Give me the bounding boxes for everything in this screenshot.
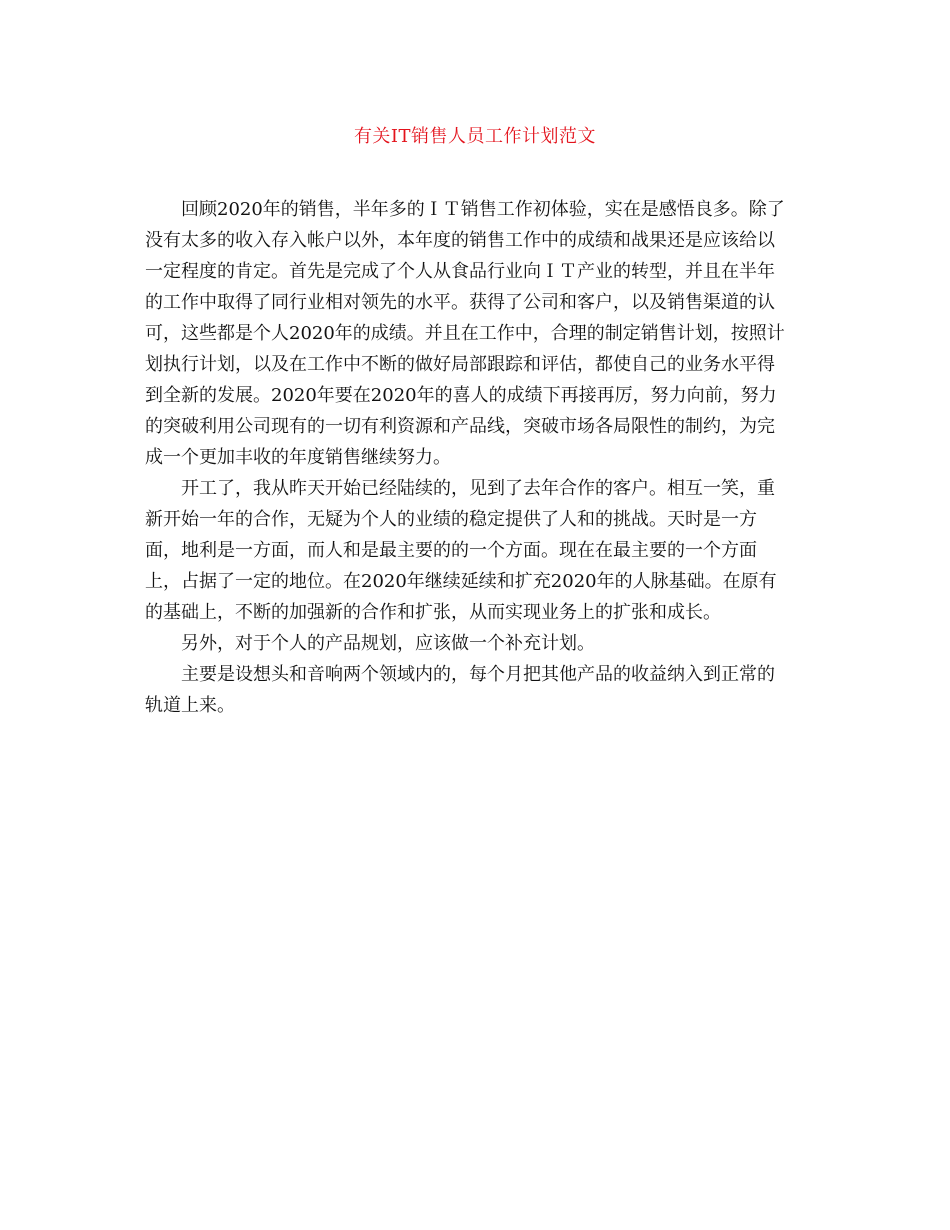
- text-line: 成一个更加丰收的年度销售继续努力。: [145, 447, 451, 468]
- text-line: 回顾2020年的销售，半年多的ＩＴ销售工作初体验，实在是感悟良多。除了: [181, 199, 785, 220]
- text-line: 轨道上来。: [145, 695, 235, 716]
- text-line: 可，这些都是个人2020年的成绩。并且在工作中，合理的制定销售计划，按照计: [145, 323, 785, 344]
- paragraph-3: [145, 628, 807, 659]
- text-line: 另外，对于个人的产品规划，应该做一个补充计划。: [181, 633, 595, 654]
- document-title: 有关IT销售人员工作计划范文: [353, 126, 597, 147]
- text-line: 划执行计划，以及在工作中不断的做好局部跟踪和评估，都使自己的业务水平得: [145, 354, 775, 375]
- text-line: 开工了，我从昨天开始已经陆续的，见到了去年合作的客户。相互一笑，重: [181, 478, 775, 499]
- text-line: 面，地利是一方面，而人和是最主要的的一个方面。现在在最主要的一个方面: [145, 540, 757, 561]
- text-line: 到全新的发展。2020年要在2020年的喜人的成绩下再接再厉，努力向前，努力: [145, 385, 777, 406]
- paragraph-4: [145, 659, 807, 721]
- text-line: 的基础上，不断的加强新的合作和扩张，从而实现业务上的扩张和成长。: [145, 602, 721, 623]
- text-line: 上，占据了一定的地位。在2020年继续延续和扩充2020年的人脉基础。在原有: [145, 571, 777, 592]
- paragraph-1: [145, 194, 807, 473]
- text-line: 没有太多的收入存入帐户以外，本年度的销售工作中的成绩和战果还是应该给以: [145, 230, 775, 251]
- text-line: 的工作中取得了同行业相对领先的水平。获得了公司和客户，以及销售渠道的认: [145, 292, 775, 313]
- document-body: [145, 194, 807, 721]
- paragraph-2: [145, 473, 807, 628]
- text-line: 新开始一年的合作，无疑为个人的业绩的稳定提供了人和的挑战。天时是一方: [145, 509, 757, 530]
- text-line: 的突破利用公司现有的一切有利资源和产品线，突破市场各局限性的制约，为完: [145, 416, 775, 437]
- text-line: 主要是设想头和音响两个领域内的，每个月把其他产品的收益纳入到正常的: [181, 664, 775, 685]
- text-line: 一定程度的肯定。首先是完成了个人从食品行业向ＩＴ产业的转型，并且在半年: [145, 261, 775, 282]
